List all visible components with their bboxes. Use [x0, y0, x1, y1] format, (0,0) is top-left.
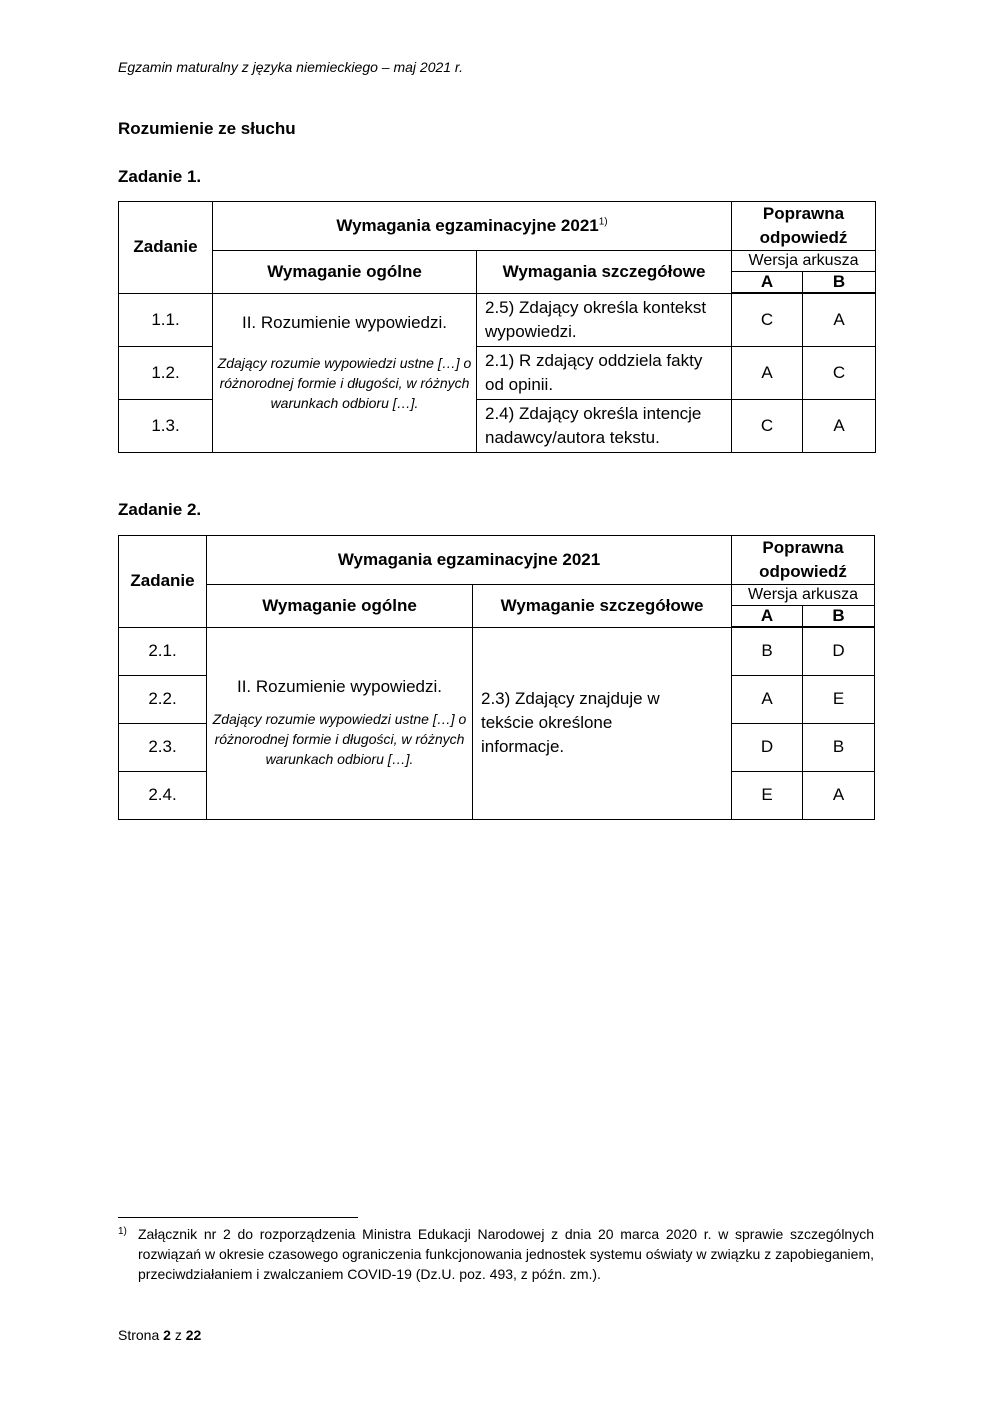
- header-specific: Wymaganie szczegółowe: [473, 585, 732, 628]
- answer-b: C: [803, 346, 876, 399]
- header-col-b: B: [803, 272, 876, 294]
- task2-title: Zadanie 2.: [118, 500, 202, 519]
- header-general: Wymaganie ogólne: [207, 585, 473, 628]
- header-zadanie: Zadanie: [119, 202, 213, 294]
- specific-requirement: 2.3) Zdający znajduje w tekście określone informacje.: [473, 627, 732, 819]
- task-number: 2.4.: [119, 771, 207, 819]
- answer-a: B: [732, 627, 803, 675]
- general-requirement-main: II. Rozumienie wypowiedzi.: [236, 677, 443, 696]
- header-col-a: A: [732, 272, 803, 294]
- answer-b: B: [803, 723, 875, 771]
- header-correct-answer: Poprawna odpowiedź: [732, 536, 875, 585]
- answer-a: D: [732, 723, 803, 771]
- task-number: 1.1.: [119, 293, 213, 346]
- header-general: Wymaganie ogólne: [213, 251, 477, 294]
- answer-b: A: [803, 399, 876, 452]
- task-number: 2.3.: [119, 723, 207, 771]
- page-sep: z: [174, 1327, 182, 1343]
- answer-a: A: [732, 346, 803, 399]
- general-requirement-main: II. Rozumienie wypowiedzi.: [241, 312, 448, 332]
- answer-a: A: [732, 675, 803, 723]
- section-title: Rozumienie ze słuchu: [118, 119, 296, 138]
- footnote-ref: 1): [598, 216, 608, 228]
- footnote-mark: 1): [118, 1226, 127, 1237]
- answer-b: A: [803, 293, 876, 346]
- header-version: Wersja arkusza: [732, 585, 875, 606]
- page-total: 22: [185, 1327, 202, 1343]
- header-col-b: B: [803, 606, 875, 628]
- document-header: Egzamin maturalny z języka niemieckiego – maj 2021 r.: [118, 59, 463, 75]
- general-requirement-desc: Zdający rozumie wypowiedzi ustne […] o różnorodnej formie i długości, w różnych warunkach odbioru […].: [212, 711, 467, 767]
- header-version: Wersja arkusza: [732, 251, 876, 272]
- task-number: 2.2.: [119, 675, 207, 723]
- footnote: [118, 1224, 874, 1284]
- task1-table: [118, 201, 876, 453]
- header-col-a: A: [732, 606, 803, 628]
- answer-a: C: [732, 293, 803, 346]
- task2-table: [118, 535, 875, 820]
- page-number: [118, 1327, 201, 1343]
- specific-requirement: 2.1) R zdający oddziela fakty od opinii.: [477, 346, 732, 399]
- task-number: 1.3.: [119, 399, 213, 452]
- header-specific: Wymagania szczegółowe: [477, 251, 732, 294]
- answer-b: E: [803, 675, 875, 723]
- header-requirements: Wymagania egzaminacyjne 2021: [207, 536, 732, 585]
- page-label: Strona: [118, 1327, 160, 1343]
- header-requirements: [213, 202, 732, 251]
- general-requirement: [213, 293, 477, 452]
- requirements-label: Wymagania egzaminacyjne 2021: [336, 216, 599, 235]
- task-number: 2.1.: [119, 627, 207, 675]
- page-current: 2: [163, 1327, 171, 1343]
- specific-requirement: 2.4) Zdający określa intencje nadawcy/autora tekstu.: [477, 399, 732, 452]
- header-correct-answer: Poprawna odpowiedź: [732, 202, 876, 251]
- specific-requirement: 2.5) Zdający określa kontekst wypowiedzi.: [477, 293, 732, 346]
- task1-title: Zadanie 1.: [118, 167, 202, 186]
- general-requirement: [207, 627, 473, 819]
- answer-b: D: [803, 627, 875, 675]
- answer-a: E: [732, 771, 803, 819]
- footnote-divider: [118, 1217, 358, 1218]
- answer-a: C: [732, 399, 803, 452]
- general-requirement-desc: Zdający rozumie wypowiedzi ustne […] o różnorodnej formie i długości, w różnych warunkach odbioru […].: [217, 354, 472, 411]
- header-zadanie: Zadanie: [119, 536, 207, 628]
- task-number: 1.2.: [119, 346, 213, 399]
- answer-b: A: [803, 771, 875, 819]
- footnote-text: Załącznik nr 2 do rozporządzenia Ministra Edukacji Narodowej z dnia 20 marca 2020 r. w sprawie szczególnych rozwiązań w okresie czasowego ograniczenia funkcjonowania jednostek systemu oświaty w związku z zapobieganiem, przeciwdziałaniem i zwalczaniem COVID-19 (Dz.U. poz. 493, z późn. zm.).: [138, 1226, 874, 1282]
